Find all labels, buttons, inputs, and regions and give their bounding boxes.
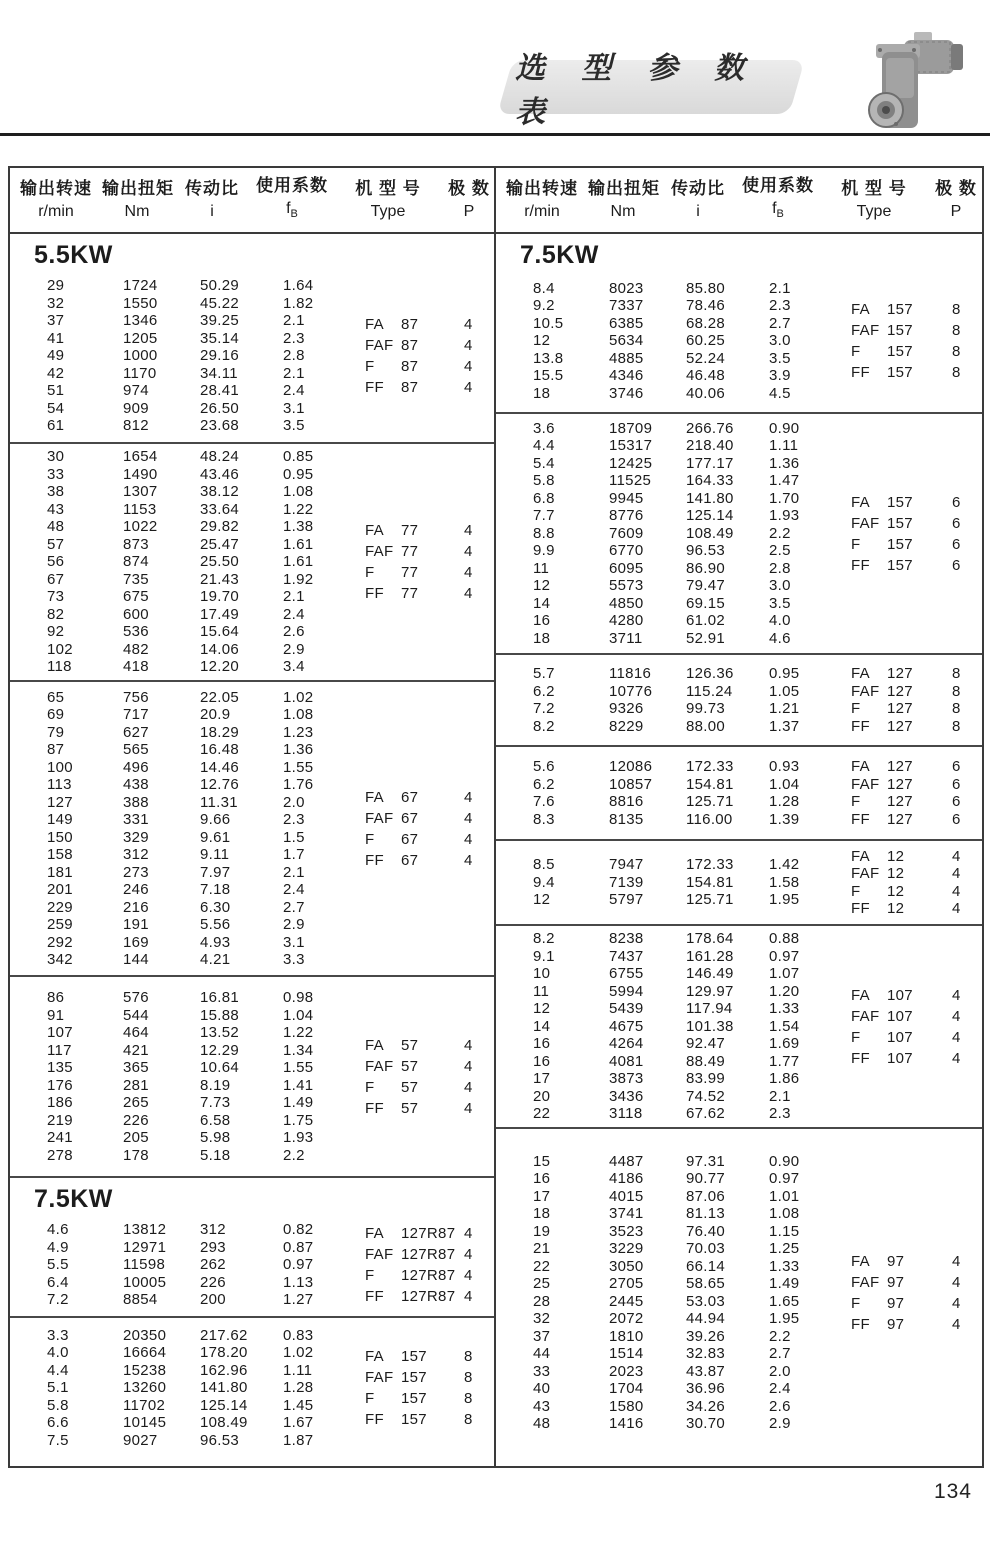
model-type-row: FF 87 4 bbox=[365, 379, 473, 396]
table-section bbox=[496, 234, 982, 414]
table-row: 229 216 6.30 2.7 bbox=[47, 898, 305, 916]
model-type-row: F 67 4 bbox=[365, 830, 473, 848]
model-type-row: FF 157 8 bbox=[851, 364, 961, 381]
table-row: 11 6095 86.90 2.8 bbox=[533, 559, 791, 577]
model-type-block bbox=[818, 1129, 982, 1456]
table-row: 8.2 8238 178.64 0.88 bbox=[533, 930, 800, 948]
table-row: 3.6 18709 266.76 0.90 bbox=[533, 419, 800, 437]
table-row: 11 5994 129.97 1.20 bbox=[533, 982, 800, 1000]
table-row: 278 178 5.18 2.2 bbox=[47, 1146, 305, 1164]
model-type-row: FF 127 6 bbox=[851, 810, 961, 828]
table-right-half bbox=[496, 168, 982, 1466]
table-row: 92 536 15.64 2.6 bbox=[47, 623, 305, 641]
table-row: 48 1416 30.70 2.9 bbox=[533, 1415, 791, 1432]
model-type-row: FAF 77 4 bbox=[365, 543, 473, 560]
table-row: 9.9 6770 96.53 2.5 bbox=[533, 542, 791, 560]
table-header bbox=[10, 168, 494, 234]
model-type-row: F 157 8 bbox=[365, 1390, 473, 1407]
model-type-block bbox=[332, 444, 494, 680]
table-row: 18 3711 52.91 4.6 bbox=[533, 629, 791, 647]
power-group-title: 5.5KW bbox=[34, 241, 113, 269]
table-row: 150 329 9.61 1.5 bbox=[47, 828, 305, 846]
data-rows bbox=[496, 747, 818, 839]
model-type-row: FAF 97 4 bbox=[851, 1273, 961, 1291]
table-row: 158 312 9.11 1.7 bbox=[47, 846, 305, 863]
table-row: 17 4015 87.06 1.01 bbox=[533, 1187, 800, 1205]
model-type-row: F 57 4 bbox=[365, 1078, 473, 1096]
table-row: 10.5 6385 68.28 2.7 bbox=[533, 314, 791, 332]
header-model-type: 机 型 号 Type bbox=[841, 179, 907, 220]
table-section bbox=[496, 841, 982, 926]
table-row: 51 974 28.41 2.4 bbox=[47, 382, 305, 400]
table-row: 16 4186 90.77 0.97 bbox=[533, 1170, 800, 1187]
model-type-row: FAF 127R87 4 bbox=[365, 1246, 473, 1263]
model-type-row: FA 157 6 bbox=[851, 493, 961, 511]
table-row: 29 1724 50.29 1.64 bbox=[47, 277, 314, 295]
table-row: 67 735 21.43 1.92 bbox=[47, 570, 314, 588]
model-type-row: FAF 12 4 bbox=[851, 865, 961, 882]
table-row: 7.6 8816 125.71 1.28 bbox=[533, 793, 800, 810]
data-rows bbox=[496, 655, 818, 745]
table-row: 7.5 9027 96.53 1.87 bbox=[47, 1431, 314, 1449]
model-type-row: FF 12 4 bbox=[851, 900, 961, 917]
table-section bbox=[496, 655, 982, 747]
model-type-block bbox=[818, 747, 982, 839]
model-type-row: FF 67 4 bbox=[365, 851, 473, 869]
table-row: 8.4 8023 85.80 2.1 bbox=[533, 279, 791, 297]
data-rows bbox=[10, 682, 332, 975]
table-row: 42 1170 34.11 2.1 bbox=[47, 364, 305, 382]
table-header bbox=[496, 168, 982, 234]
table-row: 18 3746 40.06 4.5 bbox=[533, 384, 791, 402]
table-row: 30 1654 48.24 0.85 bbox=[47, 448, 314, 466]
model-type-row: F 157 6 bbox=[851, 535, 961, 553]
table-row: 41 1205 35.14 2.3 bbox=[47, 329, 305, 347]
model-type-row: F 97 4 bbox=[851, 1294, 961, 1312]
model-type-block bbox=[332, 1214, 494, 1316]
model-type-row: FF 77 4 bbox=[365, 585, 473, 602]
table-row: 4.6 13812 312 0.82 bbox=[47, 1221, 314, 1239]
table-row: 33 2023 43.87 2.0 bbox=[533, 1362, 791, 1380]
table-row: 12 5439 117.94 1.33 bbox=[533, 1000, 800, 1018]
table-row: 79 627 18.29 1.23 bbox=[47, 723, 314, 741]
table-left-half bbox=[10, 168, 496, 1466]
table-row: 6.8 9945 141.80 1.70 bbox=[533, 489, 800, 507]
header-output-torque: 输出扭矩 Nm bbox=[588, 179, 660, 220]
page-title: 选 型 参 数 表 bbox=[515, 52, 759, 129]
model-type-row: FA 87 4 bbox=[365, 316, 473, 333]
power-group-title: 7.5KW bbox=[520, 241, 599, 269]
model-type-row: FAF 107 4 bbox=[851, 1007, 961, 1025]
table-row: 40 1704 36.96 2.4 bbox=[533, 1380, 791, 1397]
table-row: 73 675 19.70 2.1 bbox=[47, 588, 305, 606]
data-rows bbox=[496, 926, 818, 1127]
table-row: 149 331 9.66 2.3 bbox=[47, 811, 305, 828]
table-row: 135 365 10.64 1.55 bbox=[47, 1059, 314, 1076]
model-type-row: FA 127R87 4 bbox=[365, 1225, 473, 1242]
table-row: 5.8 11525 164.33 1.47 bbox=[533, 472, 800, 490]
data-rows bbox=[10, 1318, 332, 1458]
data-rows bbox=[10, 1214, 332, 1316]
table-row: 48 1022 29.82 1.38 bbox=[47, 518, 314, 536]
table-row: 4.4 15317 218.40 1.11 bbox=[533, 437, 799, 455]
table-row: 241 205 5.98 1.93 bbox=[47, 1129, 314, 1146]
table-row: 37 1346 39.25 2.1 bbox=[47, 312, 305, 330]
table-row: 32 2072 44.94 1.95 bbox=[533, 1310, 800, 1327]
data-rows bbox=[496, 841, 818, 924]
model-type-row: FF 107 4 bbox=[851, 1049, 961, 1067]
header-output-torque: 输出扭矩 Nm bbox=[102, 179, 174, 220]
model-type-row: FA 57 4 bbox=[365, 1036, 473, 1054]
table-row: 107 464 13.52 1.22 bbox=[47, 1024, 314, 1041]
table-row: 117 421 12.29 1.34 bbox=[47, 1041, 314, 1059]
table-row: 32 1550 45.22 1.82 bbox=[47, 294, 314, 312]
table-row: 14 4675 101.38 1.54 bbox=[533, 1017, 800, 1035]
table-row: 15 4487 97.31 0.90 bbox=[533, 1152, 800, 1170]
table-row: 65 756 22.05 1.02 bbox=[47, 688, 314, 706]
table-row: 7.2 8854 200 1.27 bbox=[47, 1291, 314, 1309]
selection-table bbox=[8, 166, 984, 1468]
model-type-row: FAF 127 6 bbox=[851, 775, 961, 793]
table-row: 17 3873 83.99 1.86 bbox=[533, 1070, 800, 1088]
table-section bbox=[10, 234, 494, 444]
data-rows bbox=[496, 1129, 818, 1456]
model-type-row: FA 127 6 bbox=[851, 758, 961, 775]
table-section bbox=[10, 1178, 494, 1318]
table-section bbox=[496, 1129, 982, 1456]
model-type-row: F 12 4 bbox=[851, 882, 961, 900]
table-row: 6.6 10145 108.49 1.67 bbox=[47, 1414, 314, 1432]
table-row: 38 1307 38.12 1.08 bbox=[47, 483, 314, 501]
model-type-row: FF 157 8 bbox=[365, 1411, 473, 1428]
table-row: 19 3523 76.40 1.15 bbox=[533, 1222, 800, 1240]
table-row: 56 874 25.50 1.61 bbox=[47, 553, 314, 571]
model-type-row: FF 127R87 4 bbox=[365, 1288, 473, 1305]
model-type-row: FAF 87 4 bbox=[365, 337, 473, 354]
table-row: 6.2 10857 154.81 1.04 bbox=[533, 775, 800, 793]
table-row: 292 169 4.93 3.1 bbox=[47, 933, 305, 951]
header-service-factor: 使用系数 $f_B$ bbox=[742, 176, 814, 221]
table-row: 3.3 20350 217.62 0.83 bbox=[47, 1326, 314, 1344]
table-row: 8.8 7609 108.49 2.2 bbox=[533, 524, 791, 542]
table-row: 12 5797 125.71 1.95 bbox=[533, 891, 800, 909]
table-row: 43 1580 34.26 2.6 bbox=[533, 1397, 791, 1415]
model-type-row: F 127 8 bbox=[851, 700, 961, 717]
table-row: 49 1000 29.16 2.8 bbox=[47, 347, 305, 365]
model-type-row: FAF 157 8 bbox=[851, 322, 961, 339]
header-model-type: 机 型 号 Type bbox=[355, 179, 421, 220]
table-row: 4.9 12971 293 0.87 bbox=[47, 1238, 314, 1256]
model-type-block bbox=[818, 926, 982, 1127]
table-row: 22 3118 67.62 2.3 bbox=[533, 1105, 791, 1123]
page-banner bbox=[505, 52, 797, 129]
table-row: 14 4850 69.15 3.5 bbox=[533, 594, 791, 612]
header-rule bbox=[0, 133, 990, 136]
table-section bbox=[10, 977, 494, 1178]
table-section bbox=[496, 926, 982, 1129]
table-row: 5.8 11702 125.14 1.45 bbox=[47, 1396, 314, 1414]
data-rows bbox=[10, 270, 332, 442]
header-service-factor: 使用系数 $f_B$ bbox=[256, 176, 328, 221]
model-type-row: FA 127 8 bbox=[851, 665, 961, 682]
model-type-block bbox=[332, 270, 494, 442]
table-row: 342 144 4.21 3.3 bbox=[47, 951, 305, 968]
table-row: 127 388 11.31 2.0 bbox=[47, 793, 305, 811]
header-ratio: 传动比 i bbox=[185, 179, 239, 220]
table-row: 4.0 16664 178.20 1.02 bbox=[47, 1344, 314, 1362]
table-row: 5.1 13260 141.80 1.28 bbox=[47, 1379, 314, 1397]
table-row: 37 1810 39.26 2.2 bbox=[533, 1327, 791, 1345]
table-row: 219 226 6.58 1.75 bbox=[47, 1111, 314, 1129]
table-row: 25 2705 58.65 1.49 bbox=[533, 1275, 800, 1292]
table-row: 9.2 7337 78.46 2.3 bbox=[533, 297, 791, 315]
header-output-speed: 输出转速 r/min bbox=[506, 179, 578, 220]
table-row: 9.4 7139 154.81 1.58 bbox=[533, 873, 800, 891]
header-poles: 极 数 P bbox=[448, 179, 490, 220]
data-rows bbox=[496, 270, 818, 412]
model-type-block bbox=[332, 1318, 494, 1458]
table-body-left bbox=[10, 234, 494, 1466]
model-type-row: FF 57 4 bbox=[365, 1099, 473, 1117]
model-type-row: FF 127 8 bbox=[851, 717, 961, 735]
table-section bbox=[10, 682, 494, 977]
page-number: 134 bbox=[933, 1480, 972, 1503]
table-row: 8.3 8135 116.00 1.39 bbox=[533, 810, 800, 828]
table-row: 176 281 8.19 1.41 bbox=[47, 1076, 314, 1094]
table-row: 201 246 7.18 2.4 bbox=[47, 881, 305, 898]
header-ratio: 传动比 i bbox=[671, 179, 725, 220]
table-row: 118 418 12.20 3.4 bbox=[47, 658, 305, 676]
model-type-block bbox=[332, 682, 494, 975]
model-type-row: FAF 157 6 bbox=[851, 514, 961, 532]
table-row: 259 191 5.56 2.9 bbox=[47, 916, 305, 933]
table-row: 7.7 8776 125.14 1.93 bbox=[533, 507, 800, 525]
model-type-row: FF 157 6 bbox=[851, 556, 961, 574]
table-row: 5.6 12086 172.33 0.93 bbox=[533, 758, 800, 775]
table-row: 91 544 15.88 1.04 bbox=[47, 1006, 314, 1024]
table-row: 8.2 8229 88.00 1.37 bbox=[533, 717, 800, 735]
model-type-row: F 77 4 bbox=[365, 564, 473, 581]
table-row: 16 4081 88.49 1.77 bbox=[533, 1052, 800, 1070]
table-row: 82 600 17.49 2.4 bbox=[47, 605, 305, 623]
model-type-row: FF 97 4 bbox=[851, 1315, 961, 1333]
model-type-block bbox=[818, 841, 982, 924]
table-row: 69 717 20.9 1.08 bbox=[47, 706, 314, 723]
table-row: 12 5573 79.47 3.0 bbox=[533, 577, 791, 595]
table-row: 12 5634 60.25 3.0 bbox=[533, 332, 791, 350]
table-row: 54 909 26.50 3.1 bbox=[47, 399, 305, 417]
model-type-block bbox=[818, 270, 982, 412]
table-row: 100 496 14.46 1.55 bbox=[47, 758, 314, 776]
model-type-row: F 107 4 bbox=[851, 1028, 961, 1046]
table-row: 16 4280 61.02 4.0 bbox=[533, 612, 791, 630]
table-row: 21 3229 70.03 1.25 bbox=[533, 1240, 800, 1257]
table-row: 61 812 23.68 3.5 bbox=[47, 417, 305, 435]
table-row: 33 1490 43.46 0.95 bbox=[47, 465, 314, 483]
table-row: 18 3741 81.13 1.08 bbox=[533, 1205, 800, 1222]
table-row: 20 3436 74.52 2.1 bbox=[533, 1087, 791, 1105]
data-rows bbox=[10, 444, 332, 680]
model-type-row: F 87 4 bbox=[365, 358, 473, 375]
model-type-row: FA 97 4 bbox=[851, 1252, 961, 1270]
model-type-row: F 157 8 bbox=[851, 343, 961, 360]
table-row: 8.5 7947 172.33 1.42 bbox=[533, 856, 800, 874]
model-type-row: F 127 6 bbox=[851, 793, 961, 810]
table-row: 181 273 7.97 2.1 bbox=[47, 863, 305, 881]
table-section bbox=[10, 1318, 494, 1458]
table-row: 7.2 9326 99.73 1.21 bbox=[533, 700, 800, 717]
table-row: 57 873 25.47 1.61 bbox=[47, 535, 314, 553]
table-row: 113 438 12.76 1.76 bbox=[47, 776, 314, 793]
table-body-right bbox=[496, 234, 982, 1466]
table-section bbox=[496, 747, 982, 841]
model-type-row: FAF 127 8 bbox=[851, 682, 961, 700]
table-row: 6.2 10776 115.24 1.05 bbox=[533, 682, 800, 700]
table-row: 102 482 14.06 2.9 bbox=[47, 640, 305, 658]
table-section bbox=[496, 414, 982, 655]
table-row: 43 1153 33.64 1.22 bbox=[47, 500, 314, 518]
table-row: 28 2445 53.03 1.65 bbox=[533, 1292, 800, 1310]
table-row: 10 6755 146.49 1.07 bbox=[533, 965, 800, 983]
table-row: 4.4 15238 162.96 1.11 bbox=[47, 1361, 313, 1379]
table-section bbox=[10, 444, 494, 682]
table-row: 86 576 16.81 0.98 bbox=[47, 989, 314, 1006]
table-row: 6.4 10005 226 1.13 bbox=[47, 1273, 314, 1291]
table-row: 13.8 4885 52.24 3.5 bbox=[533, 349, 791, 367]
model-type-block bbox=[332, 977, 494, 1176]
table-row: 5.5 11598 262 0.97 bbox=[47, 1256, 314, 1274]
gearmotor-photo-icon bbox=[852, 28, 970, 140]
table-row: 44 1514 32.83 2.7 bbox=[533, 1345, 791, 1362]
model-type-block bbox=[818, 655, 982, 745]
header-output-speed: 输出转速 r/min bbox=[20, 179, 92, 220]
header-poles: 极 数 P bbox=[935, 179, 977, 220]
table-row: 16 4264 92.47 1.69 bbox=[533, 1035, 800, 1053]
model-type-block bbox=[818, 414, 982, 653]
table-row: 9.1 7437 161.28 0.97 bbox=[533, 947, 800, 965]
table-row: 22 3050 66.14 1.33 bbox=[533, 1257, 800, 1275]
table-row: 87 565 16.48 1.36 bbox=[47, 741, 314, 758]
model-type-row: FAF 57 4 bbox=[365, 1057, 473, 1075]
table-row: 5.4 12425 177.17 1.36 bbox=[533, 454, 800, 472]
model-type-row: FA 157 8 bbox=[365, 1348, 473, 1365]
model-type-row: FA 67 4 bbox=[365, 788, 473, 806]
model-type-row: FA 107 4 bbox=[851, 986, 961, 1004]
model-type-row: FAF 157 8 bbox=[365, 1369, 473, 1386]
table-row: 186 265 7.73 1.49 bbox=[47, 1094, 314, 1111]
model-type-row: FA 12 4 bbox=[851, 847, 961, 865]
model-type-row: FA 77 4 bbox=[365, 522, 473, 539]
model-type-row: FA 157 8 bbox=[851, 301, 961, 318]
model-type-row: F 127R87 4 bbox=[365, 1267, 473, 1284]
data-rows bbox=[496, 414, 818, 653]
table-row: 5.7 11816 126.36 0.95 bbox=[533, 665, 800, 682]
power-group-title: 7.5KW bbox=[34, 1185, 113, 1213]
model-type-row: FAF 67 4 bbox=[365, 809, 473, 827]
data-rows bbox=[10, 977, 332, 1176]
table-row: 15.5 4346 46.48 3.9 bbox=[533, 367, 791, 385]
